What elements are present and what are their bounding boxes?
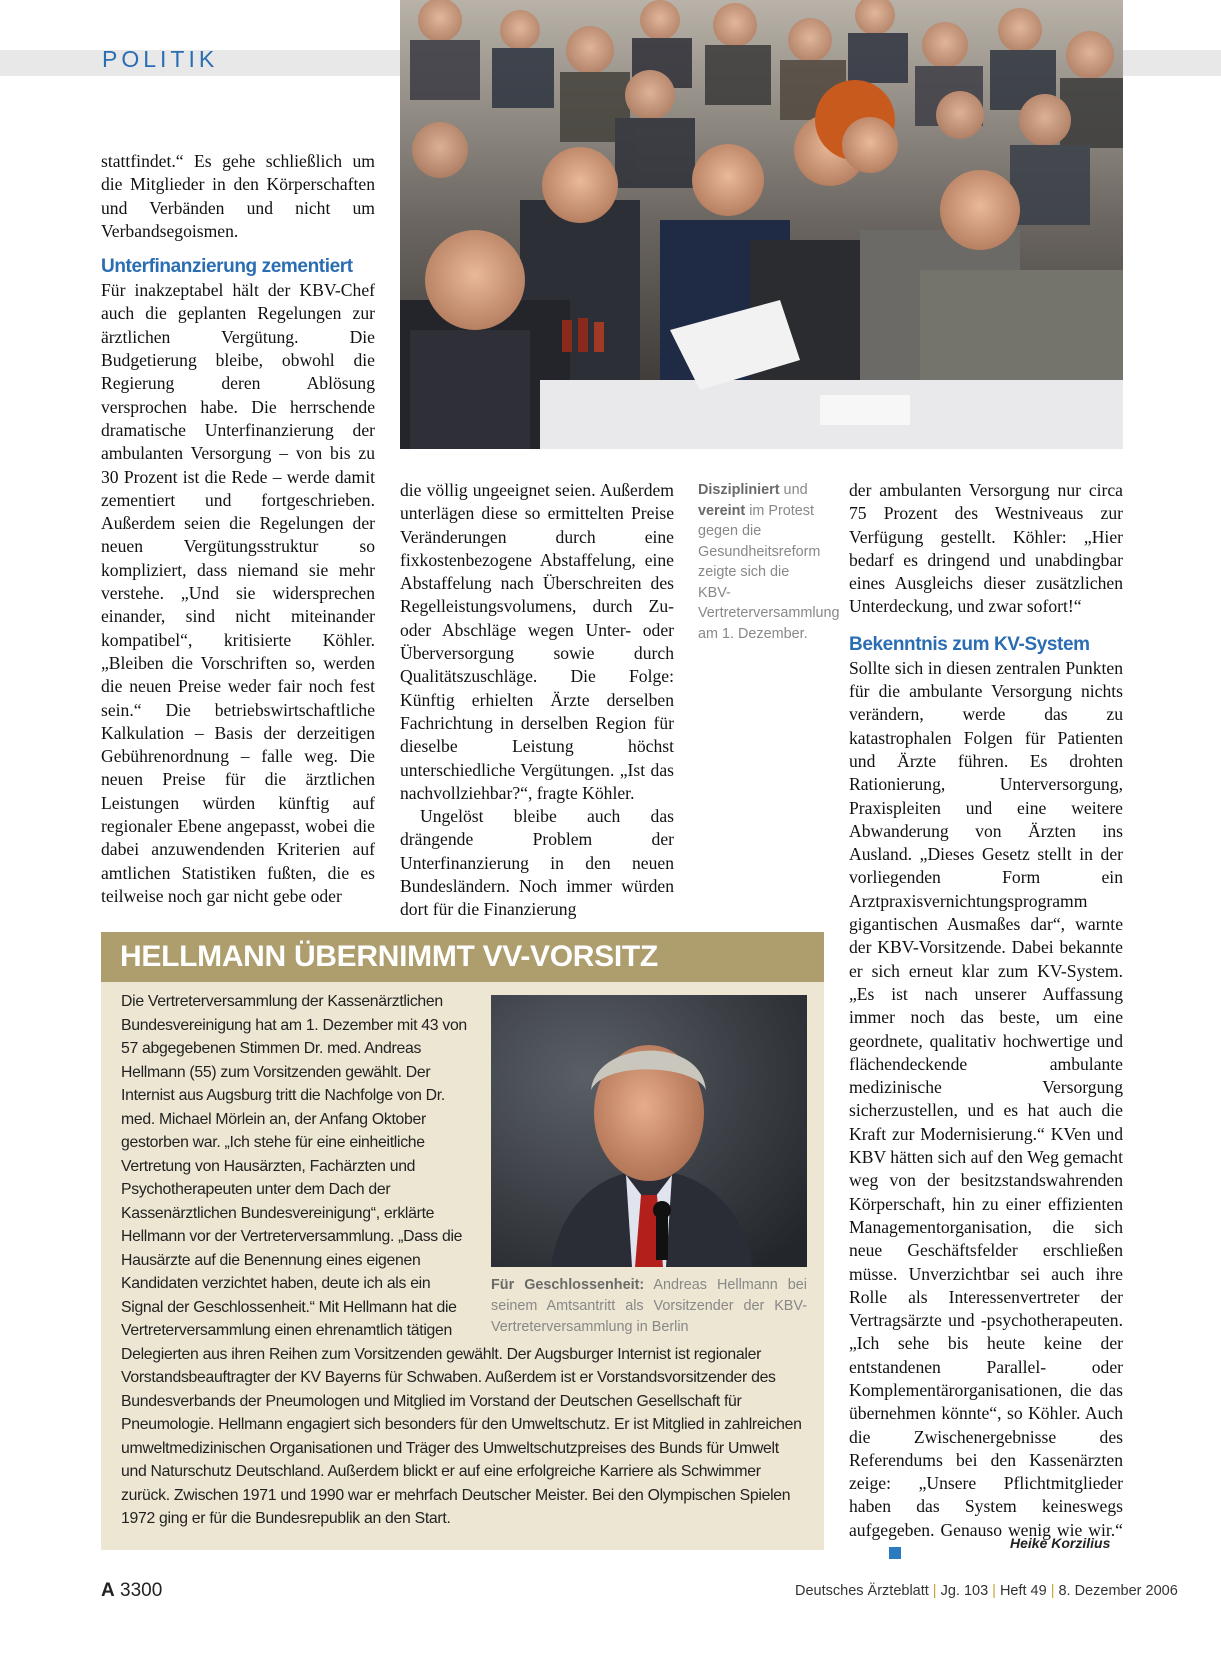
journal-volume: Jg. 103 xyxy=(940,1583,989,1599)
column1-intro: stattfindet.“ Es gehe schließlich um die Mitglieder in den Körperschaften und Verbänden und nicht um Verbandsegoismen. xyxy=(101,151,375,241)
page-prefix: A xyxy=(101,1580,115,1601)
info-box-title: HELLMANN ÜBERNIMMT VV-VORSITZ xyxy=(120,940,658,973)
subheading-bekenntnis: Bekenntnis zum KV-System xyxy=(849,633,1090,655)
journal-name: Deutsches Ärzteblatt xyxy=(795,1583,929,1599)
hellmann-photo-image xyxy=(491,995,807,1267)
column2-paragraph-1: die völlig ungeeignet seien. Außerdem unterlägen diese so ermittelten Preise Veränderungen durch eine fixkostenbezogene Abstaffelung, eine Abstaffelung nach Überschreiten des Regelleistungsvolumens, durch Zu- oder Abschläge wegen Unter- oder Überversorgung sowie durch Qualitätszuschläge. Die Folge: Künftig erhielten Ärzte derselben Fachrichtung in derselben Region für dieselbe Leistung höchst unterschiedliche Vergütungen. „Ist das nachvollziehbar?“, fragte Köhler. xyxy=(400,480,674,803)
page-number xyxy=(101,1580,162,1602)
photo-caption xyxy=(698,480,840,644)
end-mark-icon xyxy=(889,1547,901,1559)
article-column-4 xyxy=(849,479,1123,1565)
subheading-unterfinanzierung: Unterfinanzierung zementiert xyxy=(101,256,353,278)
journal-issue: Heft 49 xyxy=(999,1583,1047,1599)
column4-paragraph-2 xyxy=(849,657,1123,1566)
caption-text-2: im Protest gegen die Gesundheitsreform zeigte sich die KBV-Vertreterversammlung am 1. Dezember. xyxy=(698,502,840,642)
column4-paragraph-2-text: Sollte sich in diesen zentralen Punkten für die ambulante Versorgung nichts verändern, werde das zu katastrophalen Folgen für Patienten und Ärzte führen. Es drohten Rationierung, Unterversorgung, Praxispleiten und eine weitere Abwanderung von Ärzten ins Ausland. „Dieses Gesetz stellt in der vorliegenden Form ein Arztpraxisvernichtungsprogramm gigantischen Ausmaßes dar“, warnte der KBV-Vorsitzende. Dabei bekannte er sich erneut klar zum KV-System. „Es ist nach unserer Auffassung immer noch das beste, um eine geordnete, qualitativ hochwertige und flächendeckende ambulante medizinische Versorgung sicherzustellen, und es hat auch die Kraft zur Modernisierung.“ KVen und KBV hätten sich auf den Weg gemacht weg von der besitzstandswahrenden Körperschaft, hin zu einer effizienten Managementorganisation, die sich neue Geschäftsfelder erschließen müsse. Unverzichtbar sei auch ihre Rolle als Interessenvertreter der Vertragsärzte und -psychotherapeuten. „Ich sehe bis heute keine der entstandenen Parallel- oder Komplementärorganisationen, die das übernehmen könnte“, so Köhler. Auch die Zwischenergebnisse des Referendums bei den Kassenärzten zeige: „Unsere Pflichtmitglieder haben das System keineswegs aufgegeben. Genauso wenig wie wir.“ xyxy=(849,657,1123,1540)
conference-photo-image xyxy=(400,0,1123,449)
journal-date: 8. Dezember 2006 xyxy=(1058,1583,1178,1599)
info-box-text: Die Vertreterversammlung der Kassenärztlichen Bundesvereinigung hat am 1. Dezember mit 43 von 57 abgegebenen Stimmen Dr. med. Andreas Hellmann (55) zum Vorsitzenden gewählt. Der Internist aus Augsburg tritt die Nachfolge von Dr. med. Michael Mörlein an, der Anfang Oktober gestorben war. „Ich stehe für eine einheitliche Vertretung von Hausärzten, Fachärzten und Psychotherapeuten unter dem Dach der Kassenärztlichen Bundesvereinigung“, erklärte Hellmann vor der Vertreterversammlung. „Dass die Hausärzte auf die Benennung eines eigenen Kandidaten verzichtet haben, deute ich als ein Signal der Geschlossenheit.“ Mit Hellmann hat die Vertreterversammlung einen ehrenamtlich tätigen Delegierten aus ihren Reihen zum Vorsitzenden gewählt. Der Augsburger Internist ist regionaler Vorstandsbeauftragter der KV Bayerns für Schwaben. Außerdem ist er Vorstandsvorsitzender des Bundesverbands der Pneumologen und Mitglied im Vorstand der Deutschen Gesellschaft für Pneumologie. Hellmann engagiert sich besonders für den Umweltschutz. Er ist Mitglied in zahlreichen umweltmedizinischen Organisationen und Träger des Umweltschutzpreises des Bunds für Umwelt und Naturschutz Deutschland. Außerdem blickt er auf eine erfolgreiche Karriere als Schwimmer zurück. Zwischen 1971 und 1990 war er mehrfach Deutscher Meister. Bei den Olympischen Spielen 1972 ging er für die Bundesrepublik an den Start. xyxy=(121,993,802,1527)
hellmann-photo xyxy=(491,995,807,1267)
box-caption-text: Andreas Hellmann bei seinem Amtsantritt als Vorsitzender der KBV-Vertreterversammlung in Berlin xyxy=(491,1277,807,1335)
column2-paragraph-2: Ungelöst bleibe auch das drängende Problem der Unterfinanzierung in den neuen Bundesländern. Noch immer würden dort für die Finanzierung xyxy=(400,806,674,920)
caption-text-1: und xyxy=(779,482,808,498)
author-name: Heike Korzilius xyxy=(1010,1535,1111,1551)
journal-footer xyxy=(795,1583,1178,1599)
column1-body: Für inakzeptabel hält der KBV-Chef auch die geplanten Regelungen zur ärztlichen Vergütung. Die Budgetierung bleibe, obwohl die Regierung deren Ablösung versprochen habe. Die herrschende dramatische Unterfinanzierung der ambulanten Versorgung – von bis zu 30 Prozent ist die Rede – werde damit zementiert und fortgeschrieben. Außerdem seien die Regelungen der neuen Vergütungsstruktur so kompliziert, dass niemand sie mehr verstehe. „Und sie widersprechen einander, sind nicht miteinander kompatibel“, kritisierte Köhler. „Bleiben die Vorschriften so, werden die neuen Preise weder fair noch fest sein.“ Die betriebswirtschaftliche Kalkulation – Basis der derzeitigen Gebührenordnung – falle weg. Die neuen Preise für die ärztlichen Leistungen würden künftig auf regionaler Ebene angepasst, wobei die dabei anzuwendenden Kriterien auf amtlichen Statistiken fußten, die es teilweise noch gar nicht gebe oder xyxy=(101,280,375,906)
article-column-1 xyxy=(101,150,375,908)
column4-paragraph-1: der ambulanten Versorgung nur circa 75 Prozent des Westniveaus zur Verfügung gestellt. Köhler: „Hier bedarf es dringend und unabdingbar eines Ausgleichs dieser zusätzlichen Unterdeckung, und zwar sofort!“ xyxy=(849,480,1123,617)
conference-photo xyxy=(400,0,1123,449)
article-column-2 xyxy=(400,479,674,922)
footer-separator: | xyxy=(1050,1583,1055,1599)
footer-separator: | xyxy=(992,1583,996,1599)
box-caption-bold: Für Geschlossenheit: xyxy=(491,1277,645,1293)
hellmann-photo-caption xyxy=(491,1275,807,1338)
section-label: POLITIK xyxy=(102,46,219,72)
caption-bold-2: vereint xyxy=(698,502,746,519)
caption-bold-1: Diszipliniert xyxy=(698,482,780,498)
page-number-value: 3300 xyxy=(114,1580,163,1601)
footer-separator: | xyxy=(932,1583,937,1599)
